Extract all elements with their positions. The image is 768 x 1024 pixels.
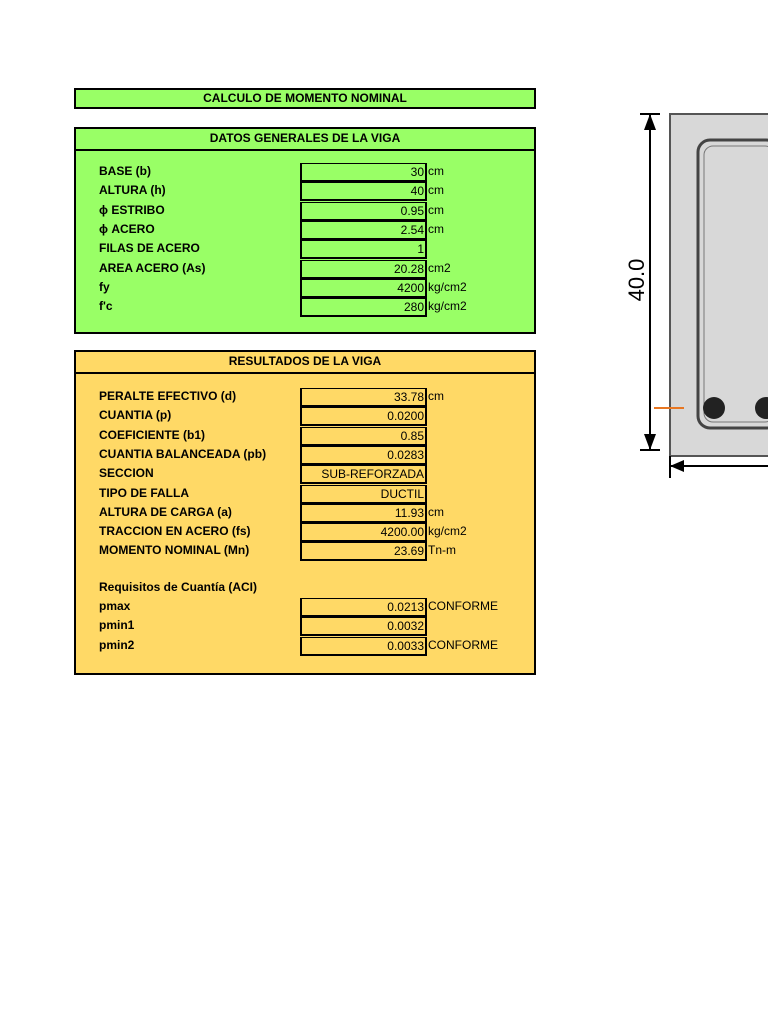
row-unit: cm [428, 221, 444, 236]
row-unit: CONFORME [428, 637, 498, 652]
row-value-cell[interactable]: 0.0032 [300, 617, 427, 636]
general-data-panel [74, 127, 536, 334]
row-label: pmin1 [99, 618, 135, 633]
row-label: MOMENTO NOMINAL (Mn) [99, 543, 250, 558]
row-label: FILAS DE ACERO [99, 241, 200, 256]
row-value-cell[interactable]: 0.0033 [300, 637, 427, 656]
data-row [76, 427, 534, 446]
row-label: SECCION [99, 466, 154, 481]
row-value-cell[interactable]: 4200.00 [300, 523, 427, 542]
dimension-arrow-down [644, 434, 656, 450]
row-unit: cm [428, 504, 444, 519]
data-row [76, 465, 534, 484]
row-value-cell[interactable]: 0.85 [300, 427, 427, 446]
row-label: CUANTIA (p) [99, 408, 172, 423]
row-value-cell[interactable]: 23.69 [300, 542, 427, 561]
data-row [76, 407, 534, 426]
row-value-cell[interactable]: DUCTIL [300, 485, 427, 504]
row-unit: cm [428, 389, 444, 403]
data-row [76, 240, 534, 259]
dimension-arrow-left [670, 460, 684, 472]
data-row [76, 163, 534, 182]
row-unit: kg/cm2 [428, 299, 467, 314]
row-label: pmin2 [99, 637, 135, 652]
data-row [76, 504, 534, 523]
row-value-cell[interactable]: 11.93 [300, 504, 427, 523]
data-row [76, 260, 534, 279]
data-row [76, 523, 534, 542]
row-label: CUANTIA BALANCEADA (pb) [99, 446, 267, 461]
row-label: f'c [99, 299, 113, 314]
data-row [76, 279, 534, 298]
row-value-cell[interactable]: 20.28 [300, 260, 427, 279]
row-label: COEFICIENTE (b1) [99, 427, 206, 442]
general-data-title: DATOS GENERALES DE LA VIGA [76, 129, 534, 151]
row-label: BASE (b) [99, 164, 151, 178]
data-row [76, 182, 534, 201]
row-label: ALTURA DE CARGA (a) [99, 504, 232, 519]
row-label: ALTURA (h) [99, 183, 166, 198]
row-value-cell[interactable]: 0.0283 [300, 446, 427, 465]
row-value-cell[interactable]: 2.54 [300, 221, 427, 240]
data-row [76, 202, 534, 221]
row-value-cell[interactable]: 33.78 [300, 388, 427, 407]
row-unit: Tn-m [428, 543, 456, 558]
row-unit: kg/cm2 [428, 524, 467, 539]
main-title: CALCULO DE MOMENTO NOMINAL [74, 88, 536, 109]
data-row [76, 598, 534, 617]
row-unit: cm [428, 183, 444, 198]
dimension-arrow-up [644, 114, 656, 130]
row-unit: cm [428, 164, 444, 178]
data-row [76, 388, 534, 407]
data-row [76, 617, 534, 636]
row-value-cell[interactable]: 1 [300, 240, 427, 259]
rebar-circle [703, 397, 725, 419]
data-row [76, 446, 534, 465]
data-row [76, 298, 534, 317]
row-label: PERALTE EFECTIVO (d) [99, 389, 237, 403]
data-row [76, 637, 534, 656]
row-unit: kg/cm2 [428, 279, 467, 294]
row-value-cell[interactable]: 0.0213 [300, 598, 427, 617]
row-value-cell[interactable]: 4200 [300, 279, 427, 298]
row-value-cell[interactable]: 30 [300, 163, 427, 182]
row-value-cell[interactable]: 280 [300, 298, 427, 317]
row-unit: cm2 [428, 260, 451, 275]
row-value-cell[interactable]: 0.95 [300, 202, 427, 221]
row-value-cell[interactable]: 0.0200 [300, 407, 427, 426]
beam-section-figure [600, 100, 768, 490]
row-value-cell[interactable]: 40 [300, 182, 427, 201]
row-unit: cm [428, 202, 444, 217]
results-title: RESULTADOS DE LA VIGA [76, 352, 534, 374]
row-label: fy [99, 279, 110, 294]
data-row [76, 485, 534, 504]
row-label: pmax [99, 599, 131, 613]
aci-requirements-title: Requisitos de Cuantía (ACI) [99, 580, 258, 594]
height-dimension-label: 40.0 [624, 258, 649, 302]
data-row [76, 542, 534, 561]
row-label: ϕ ESTRIBO [99, 202, 165, 217]
row-value-cell[interactable]: SUB-REFORZADA [300, 465, 427, 484]
row-label: TIPO DE FALLA [99, 485, 189, 500]
results-panel [74, 350, 536, 675]
data-row [76, 221, 534, 240]
row-unit: CONFORME [428, 599, 498, 613]
row-label: ϕ ACERO [99, 221, 155, 236]
row-label: AREA ACERO (As) [99, 260, 206, 275]
row-label: TRACCION EN ACERO (fs) [99, 524, 251, 539]
